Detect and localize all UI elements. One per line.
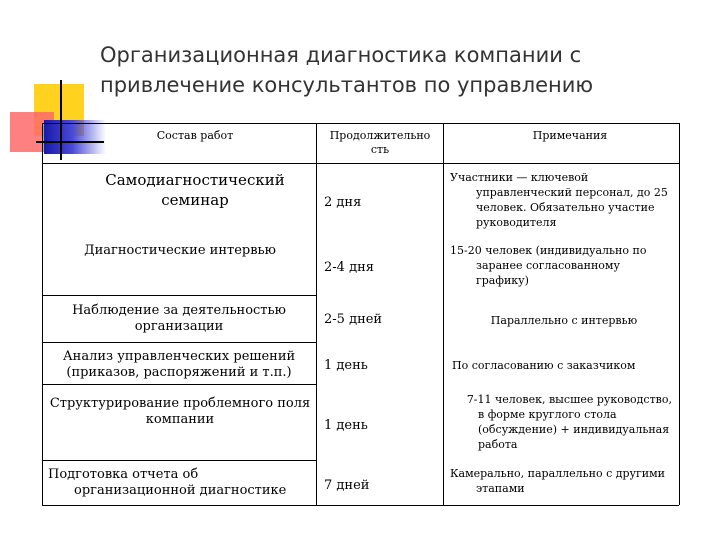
row-divider-work [42, 342, 316, 343]
table-top-border [42, 123, 679, 124]
header-duration-line-1: Продолжительно [329, 129, 431, 142]
table-row-2-notes [450, 243, 678, 288]
title-line-2: привлечение консультантов по управлению [100, 73, 594, 97]
table-row-5-work [44, 396, 316, 428]
table-row-5-notes [450, 392, 678, 452]
table-left-border [42, 123, 43, 505]
work-line: Анализ управленческих решений [62, 349, 296, 364]
notes-line: 15-20 человек (индивидуально по [450, 244, 647, 257]
notes-line: графику) [476, 274, 529, 287]
table-row-4-work [48, 349, 310, 381]
column-divider-2 [443, 123, 444, 505]
notes-line: (обсуждение) + индивидуальная [478, 423, 670, 436]
row-divider-work [42, 384, 316, 385]
notes-line: Параллельно с интервью [490, 314, 638, 327]
notes-line: этапами [476, 482, 525, 495]
table-row-2-work [60, 243, 300, 259]
title-line-1: Организационная диагностика компании с [100, 43, 582, 67]
work-line: компании [145, 412, 215, 427]
table-row-6-notes [450, 466, 678, 496]
work-line: Структурирование проблемного поля [49, 396, 311, 411]
work-line: Диагностические интервью [84, 243, 276, 258]
table-row-1-duration: 2 дня [324, 195, 362, 210]
row-divider-work [42, 460, 316, 461]
work-line: Самодиагностический [105, 171, 285, 189]
work-line: Наблюдение за деятельностью [72, 303, 286, 318]
notes-line: Камерально, параллельно с другими [450, 467, 665, 480]
header-work: Состав работ [156, 129, 234, 142]
work-line: семинар [161, 191, 229, 209]
notes-line: в форме круглого стола [478, 408, 617, 421]
row-divider-work [42, 295, 316, 296]
header-bottom-border [42, 163, 679, 164]
notes-line: заранее согласованному [476, 259, 620, 272]
table-row-3-notes [450, 313, 678, 328]
notes-line: руководителя [476, 216, 557, 229]
work-line: организации [134, 319, 224, 334]
header-duration-line-2: сть [370, 143, 390, 156]
table-row-6-duration: 7 дней [324, 478, 370, 493]
notes-line: управленческий персонал, до 25 [476, 186, 668, 199]
table-row-4-duration: 1 день [324, 358, 368, 373]
table-row-1-notes [450, 170, 678, 230]
notes-line: По согласованию с заказчиком [452, 359, 636, 372]
header-duration [318, 129, 442, 157]
notes-line: человек. Обязательно участие [476, 201, 655, 214]
notes-line: Участники — ключевой [450, 171, 589, 184]
work-line: Подготовка отчета об [48, 467, 199, 482]
header-notes: Примечания [532, 129, 608, 142]
work-line: (приказов, распоряжений и т.п.) [66, 365, 292, 380]
table-row-4-notes [452, 358, 678, 373]
table-bottom-border [42, 505, 679, 506]
table-row-6-work [48, 467, 313, 499]
notes-line: работа [478, 438, 518, 451]
table-right-border [679, 123, 680, 505]
work-line: организационной диагностике [74, 483, 287, 498]
table-row-1-work [70, 170, 320, 210]
table-row-3-duration: 2-5 дней [324, 312, 383, 327]
notes-line: 7-11 человек, высшее руководство, [466, 393, 672, 406]
table-row-2-duration: 2-4 дня [324, 260, 374, 275]
table-row-5-duration: 1 день [324, 418, 368, 433]
table-row-3-work [48, 303, 310, 335]
